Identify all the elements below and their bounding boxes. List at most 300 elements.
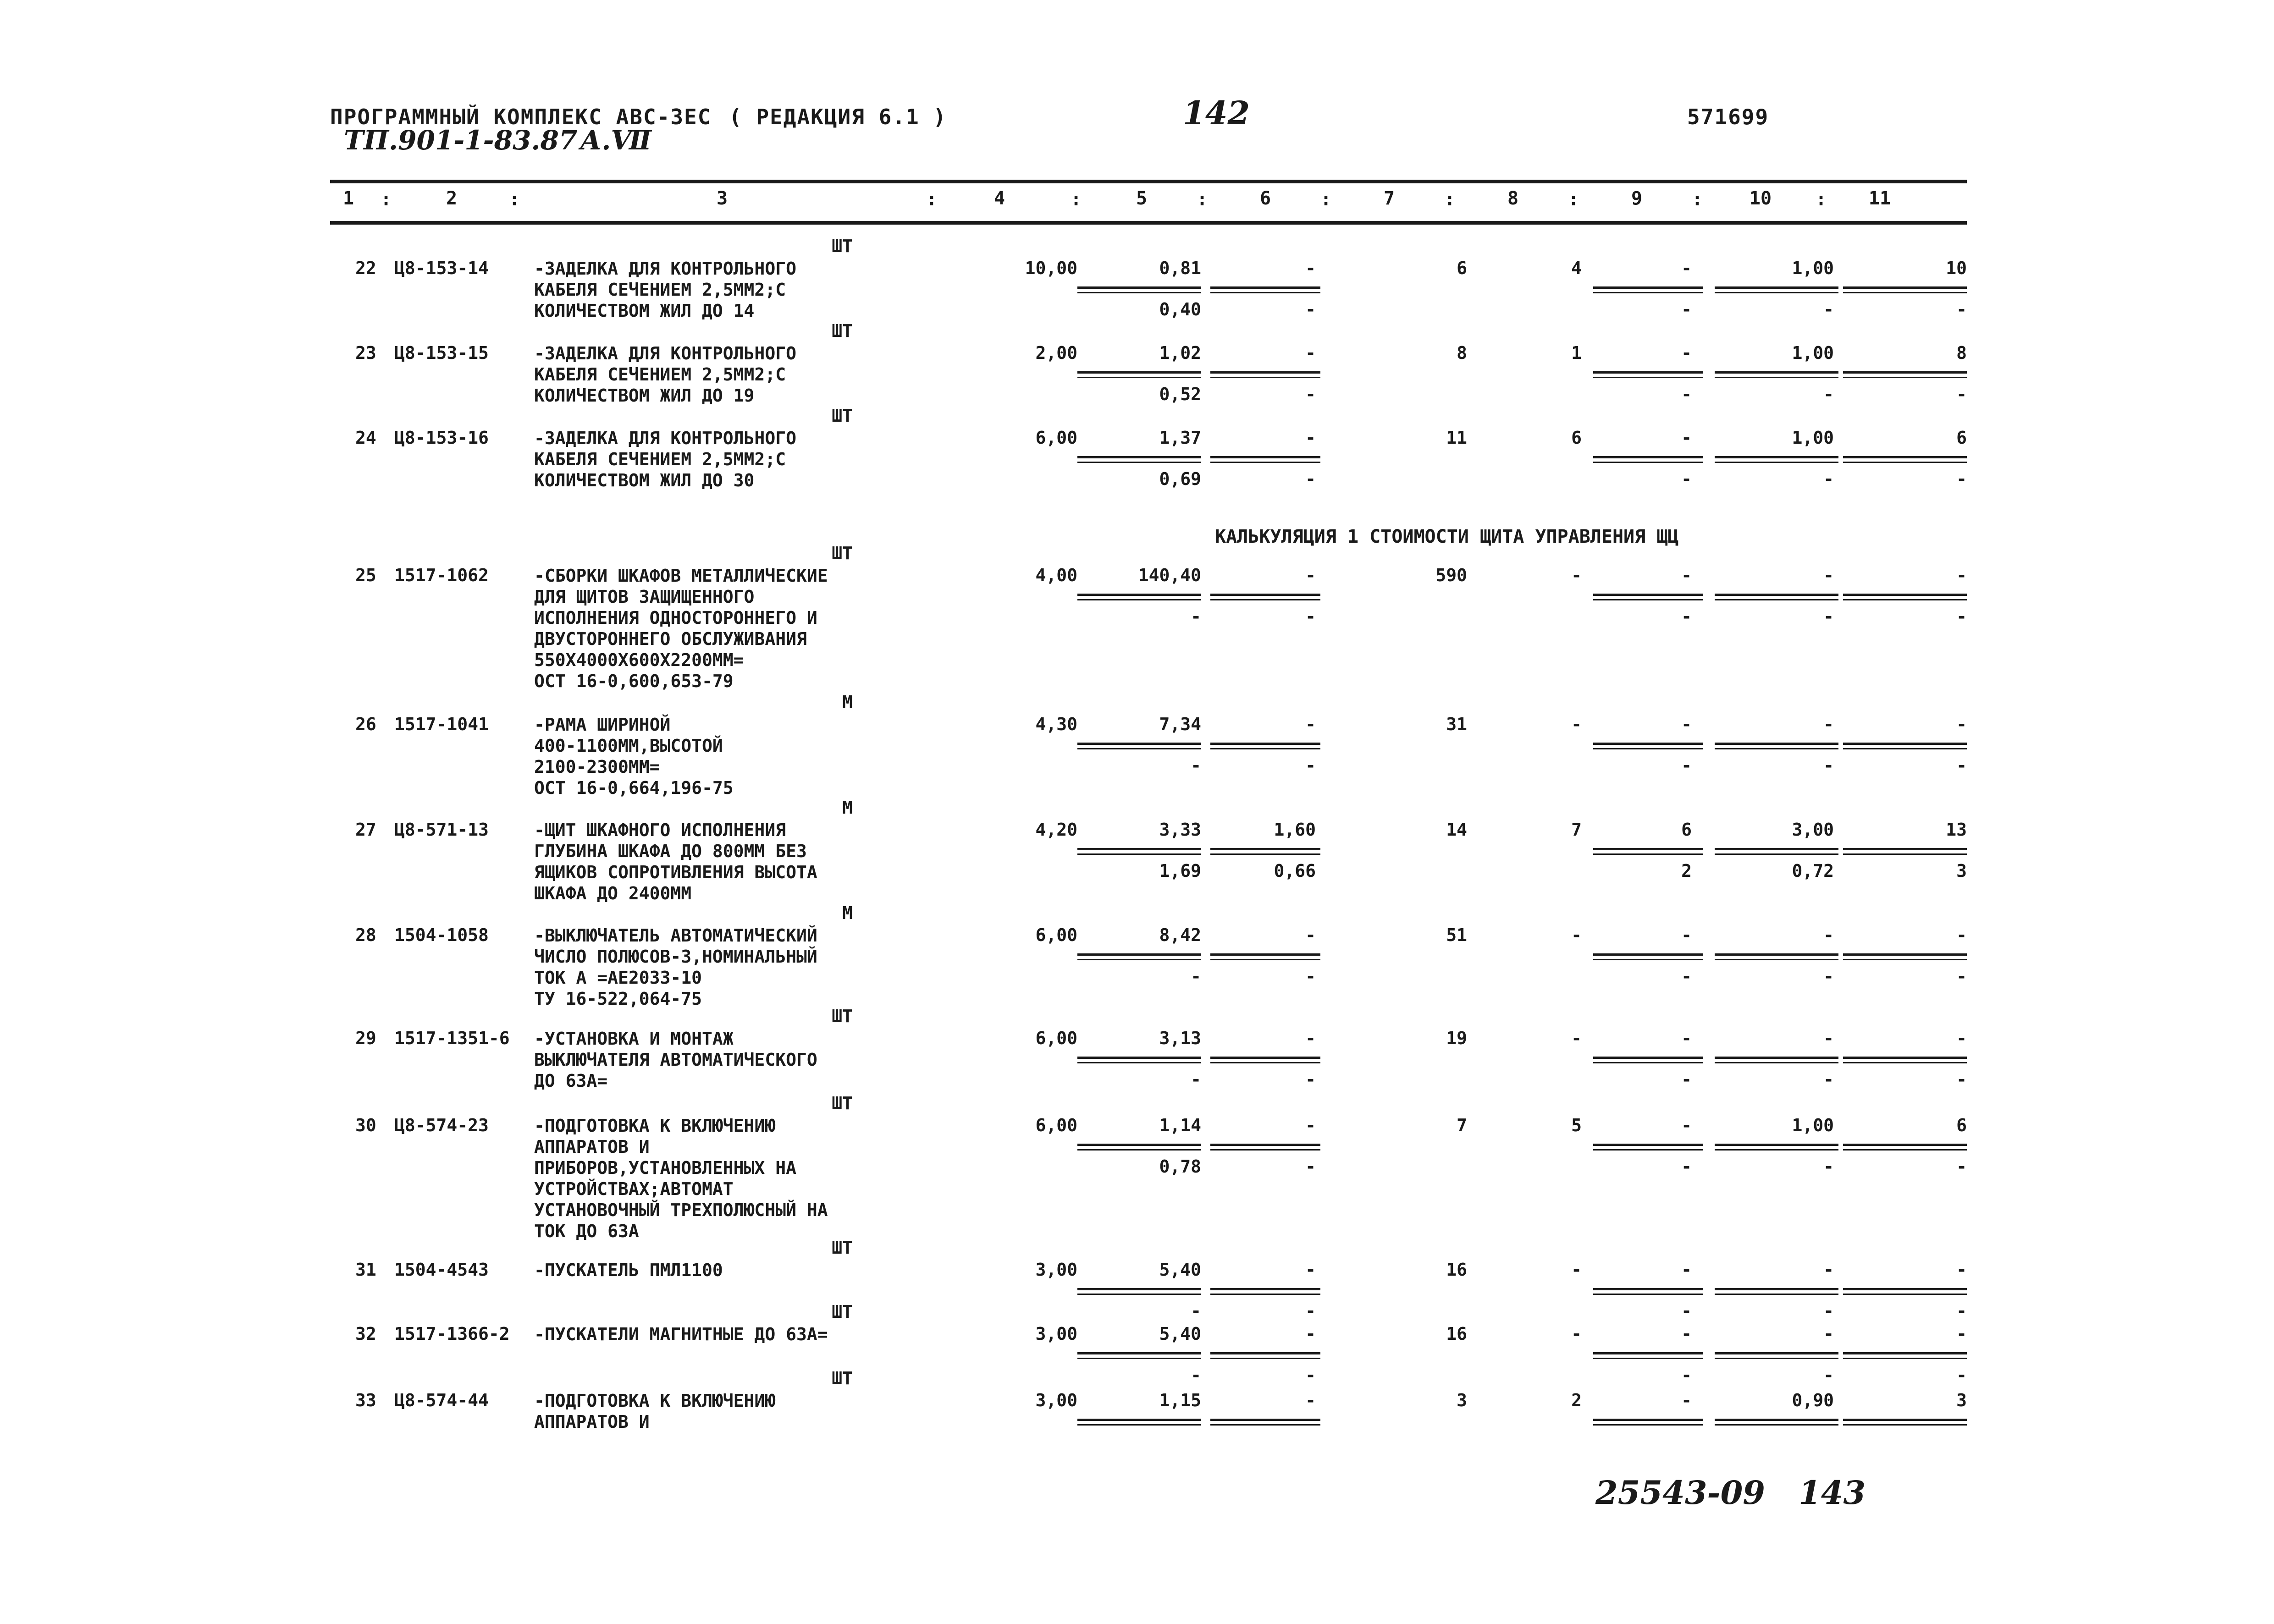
cell-col5: 5,40 [1159, 1324, 1201, 1344]
document-code: 571699 [1687, 105, 1769, 129]
work-description: -ПУСКАТЕЛИ МАГНИТНЫЕ ДО 63А= [534, 1324, 828, 1344]
cell-col7: 8 [1457, 343, 1467, 363]
cell-col11: 10 [1946, 258, 1967, 278]
cell-col9-lower: - [1681, 1156, 1692, 1177]
value-divider [1593, 1358, 1703, 1359]
value-divider [1715, 748, 1838, 749]
cell-col6-lower: - [1305, 1365, 1316, 1385]
column-separator: : [381, 189, 392, 210]
cell-col7: 11 [1446, 428, 1467, 448]
cell-col11-lower: - [1956, 384, 1967, 404]
cell-col10: 3,00 [1792, 820, 1834, 840]
value-divider [1715, 1352, 1838, 1354]
value-divider [1593, 371, 1703, 374]
value-divider [1843, 953, 1967, 956]
rate-code: Ц8-153-14 [394, 258, 489, 278]
value-divider [1593, 1294, 1703, 1295]
value-divider [1077, 1419, 1201, 1421]
value-divider [1593, 1352, 1703, 1354]
value-divider [1077, 594, 1201, 596]
value-divider [1210, 1352, 1320, 1354]
cell-col6: - [1305, 1115, 1316, 1135]
value-divider [1843, 286, 1967, 289]
unit-label: ШТ [832, 1238, 853, 1258]
value-divider [1210, 748, 1320, 749]
cell-col10: - [1823, 1324, 1834, 1344]
column-separator: : [1692, 189, 1703, 210]
cell-col9-lower: 2 [1681, 861, 1692, 881]
work-description: -РАМА ШИРИНОЙ 400-1100ММ,ВЫСОТОЙ 2100-2300ММ= ОСТ 16-0,664,196-75 [534, 715, 734, 798]
cell-col6-lower: - [1305, 755, 1316, 776]
value-divider [1593, 1149, 1703, 1151]
rate-code: 1504-4543 [394, 1260, 489, 1280]
rate-code: 1517-1366-2 [394, 1324, 510, 1344]
page-number: 142 [1183, 94, 1250, 132]
cell-col7: 3 [1457, 1390, 1467, 1410]
rate-code: Ц8-574-44 [394, 1390, 489, 1410]
value-divider [1593, 456, 1703, 458]
cell-col5: 3,33 [1159, 820, 1201, 840]
cell-col6: - [1305, 565, 1316, 585]
cell-col5-lower: - [1191, 755, 1201, 776]
column-separator: : [1320, 189, 1332, 210]
cell-col10: - [1823, 565, 1834, 585]
cell-col5-lower: - [1191, 1301, 1201, 1321]
column-header: 5 [1136, 188, 1148, 209]
value-divider [1210, 1062, 1320, 1063]
value-divider [1593, 853, 1703, 855]
value-divider [1077, 953, 1201, 956]
cell-col7: 16 [1446, 1324, 1467, 1344]
value-divider [1593, 1419, 1703, 1421]
cell-col6: - [1305, 1390, 1316, 1410]
quantity: 6,00 [1035, 1115, 1077, 1135]
value-divider [1077, 1352, 1201, 1354]
row-number: 28 [355, 925, 376, 945]
row-number: 26 [355, 714, 376, 734]
cell-col5-lower: 0,40 [1159, 299, 1201, 319]
footer-note: 25543-09 143 [1595, 1474, 1866, 1512]
rate-code: Ц8-153-16 [394, 428, 489, 448]
value-divider [1715, 371, 1838, 374]
unit-label: ШТ [832, 1093, 853, 1113]
cell-col6-lower: - [1305, 606, 1316, 627]
row-number: 24 [355, 428, 376, 448]
cell-col8: - [1571, 1028, 1582, 1048]
unit-label: М [842, 798, 853, 818]
value-divider [1715, 1424, 1838, 1426]
work-description: -ВЫКЛЮЧАТЕЛЬ АВТОМАТИЧЕСКИЙ ЧИСЛО ПОЛЮСОВ-3,НОМИНАЛЬНЫЙ ТОК А =АЕ2033-10 ТУ 16-522,064-75 [534, 925, 817, 1009]
value-divider [1077, 853, 1201, 855]
cell-col11-lower: - [1956, 1301, 1967, 1321]
value-divider [1843, 594, 1967, 596]
cell-col10-lower: - [1823, 469, 1834, 489]
value-divider [1715, 594, 1838, 596]
value-divider [1210, 1294, 1320, 1295]
cell-col9-lower: - [1681, 1301, 1692, 1321]
quantity: 2,00 [1035, 343, 1077, 363]
cell-col10: 1,00 [1792, 1115, 1834, 1135]
row-number: 27 [355, 820, 376, 840]
cell-col9: - [1681, 258, 1692, 278]
value-divider [1210, 462, 1320, 463]
cell-col7: 19 [1446, 1028, 1467, 1048]
cell-col10-lower: - [1823, 755, 1834, 776]
cell-col9-lower: - [1681, 966, 1692, 986]
value-divider [1843, 377, 1967, 378]
cell-col8: - [1571, 1260, 1582, 1280]
value-divider [1077, 456, 1201, 458]
cell-col11-lower: - [1956, 299, 1967, 319]
value-divider [1715, 1294, 1838, 1295]
cell-col10-lower: - [1823, 384, 1834, 404]
column-header: 10 [1749, 188, 1772, 209]
value-divider [1210, 1358, 1320, 1359]
cell-col10-lower: - [1823, 1365, 1834, 1385]
cell-col11-lower: 3 [1956, 861, 1967, 881]
cell-col7: 51 [1446, 925, 1467, 945]
value-divider [1593, 462, 1703, 463]
value-divider [1843, 462, 1967, 463]
value-divider [1593, 292, 1703, 293]
rate-code: Ц8-571-13 [394, 820, 489, 840]
rate-code: Ц8-574-23 [394, 1115, 489, 1135]
column-header: 1 [342, 188, 354, 209]
cell-col8: - [1571, 1324, 1582, 1344]
value-divider [1593, 743, 1703, 745]
cell-col6: - [1305, 343, 1316, 363]
value-divider [1210, 292, 1320, 293]
value-divider [1593, 1144, 1703, 1146]
cell-col5-lower: - [1191, 966, 1201, 986]
cell-col6-lower: - [1305, 1156, 1316, 1177]
value-divider [1210, 743, 1320, 745]
cell-col10-lower: - [1823, 606, 1834, 627]
value-divider [1210, 286, 1320, 289]
value-divider [1077, 1062, 1201, 1063]
value-divider [1843, 1057, 1967, 1059]
value-divider [1715, 953, 1838, 956]
cell-col7: 31 [1446, 714, 1467, 734]
cell-col11: 6 [1956, 1115, 1967, 1135]
value-divider [1077, 1294, 1201, 1295]
rate-code: 1517-1041 [394, 714, 489, 734]
rate-code: 1517-1351-6 [394, 1028, 510, 1048]
cell-col6-lower: - [1305, 384, 1316, 404]
value-divider [1593, 1062, 1703, 1063]
unit-label: ШТ [832, 1302, 853, 1322]
cell-col11: - [1956, 1028, 1967, 1048]
value-divider [1210, 371, 1320, 374]
cell-col7: 16 [1446, 1260, 1467, 1280]
quantity: 6,00 [1035, 1028, 1077, 1048]
value-divider [1843, 599, 1967, 600]
value-divider [1843, 1419, 1967, 1421]
cell-col6: - [1305, 925, 1316, 945]
cell-col9-lower: - [1681, 755, 1692, 776]
work-description: -ЗАДЕЛКА ДЛЯ КОНТРОЛЬНОГО КАБЕЛЯ СЕЧЕНИЕМ 2,5ММ2;С КОЛИЧЕСТВОМ ЖИЛ ДО 19 [534, 343, 796, 406]
cell-col11-lower: - [1956, 755, 1967, 776]
cell-col9: - [1681, 1390, 1692, 1410]
quantity: 6,00 [1035, 428, 1077, 448]
value-divider [1715, 1144, 1838, 1146]
value-divider [1843, 959, 1967, 960]
column-separator: : [1197, 189, 1208, 210]
column-header: 7 [1383, 188, 1395, 209]
value-divider [1593, 286, 1703, 289]
value-divider [1843, 1144, 1967, 1146]
cell-col9: - [1681, 1260, 1692, 1280]
column-header: 11 [1868, 188, 1891, 209]
quantity: 4,00 [1035, 565, 1077, 585]
value-divider [1210, 953, 1320, 956]
value-divider [1593, 1288, 1703, 1290]
column-header: 9 [1631, 188, 1643, 209]
cell-col10-lower: - [1823, 1069, 1834, 1090]
value-divider [1715, 1288, 1838, 1290]
cell-col5: 7,34 [1159, 714, 1201, 734]
row-number: 32 [355, 1324, 376, 1344]
cell-col5-lower: 0,78 [1159, 1156, 1201, 1177]
cell-col6-lower: - [1305, 1069, 1316, 1090]
value-divider [1077, 462, 1201, 463]
value-divider [1210, 1419, 1320, 1421]
cell-col5: 1,37 [1159, 428, 1201, 448]
column-separator: : [926, 189, 938, 210]
row-number: 22 [355, 258, 376, 278]
cell-col8: 6 [1571, 428, 1582, 448]
cell-col8: 7 [1571, 820, 1582, 840]
value-divider [1077, 959, 1201, 960]
value-divider [1715, 377, 1838, 378]
cell-col11: 3 [1956, 1390, 1967, 1410]
value-divider [1715, 286, 1838, 289]
value-divider [1210, 599, 1320, 600]
edition-label: ( РЕДАКЦИЯ 6.1 ) [729, 105, 947, 129]
cell-col6-lower: - [1305, 1301, 1316, 1321]
column-separator: : [1816, 189, 1827, 210]
value-divider [1843, 1352, 1967, 1354]
album-number: А.Ⅶ [580, 125, 651, 156]
value-divider [1715, 848, 1838, 850]
cell-col9-lower: - [1681, 299, 1692, 319]
cell-col11-lower: - [1956, 1156, 1967, 1177]
value-divider [1077, 286, 1201, 289]
cell-col10: - [1823, 714, 1834, 734]
cell-col6: 1,60 [1274, 820, 1316, 840]
value-divider [1210, 848, 1320, 850]
quantity: 3,00 [1035, 1260, 1077, 1280]
cell-col10: 1,00 [1792, 258, 1834, 278]
top-rule [330, 180, 1967, 183]
value-divider [1593, 599, 1703, 600]
cell-col10-lower: - [1823, 1301, 1834, 1321]
work-description: -ЗАДЕЛКА ДЛЯ КОНТРОЛЬНОГО КАБЕЛЯ СЕЧЕНИЕМ 2,5ММ2;С КОЛИЧЕСТВОМ ЖИЛ ДО 14 [534, 259, 796, 321]
cell-col8: - [1571, 714, 1582, 734]
unit-label: ШТ [832, 1368, 853, 1388]
cell-col9-lower: - [1681, 384, 1692, 404]
cell-col7: 14 [1446, 820, 1467, 840]
quantity: 4,30 [1035, 714, 1077, 734]
value-divider [1077, 1358, 1201, 1359]
quantity: 10,00 [1025, 258, 1077, 278]
cell-col5: 1,14 [1159, 1115, 1201, 1135]
cell-col6: - [1305, 428, 1316, 448]
value-divider [1715, 1419, 1838, 1421]
cell-col5: 8,42 [1159, 925, 1201, 945]
cell-col9: - [1681, 1324, 1692, 1344]
cell-col10-lower: - [1823, 966, 1834, 986]
value-divider [1715, 1057, 1838, 1059]
value-divider [1715, 462, 1838, 463]
cell-col9: - [1681, 714, 1692, 734]
value-divider [1843, 292, 1967, 293]
cell-col11-lower: - [1956, 966, 1967, 986]
value-divider [1077, 848, 1201, 850]
unit-label: ШТ [832, 406, 853, 426]
cell-col9: - [1681, 428, 1692, 448]
value-divider [1715, 1358, 1838, 1359]
value-divider [1077, 1144, 1201, 1146]
value-divider [1593, 1057, 1703, 1059]
value-divider [1843, 1288, 1967, 1290]
value-divider [1210, 1057, 1320, 1059]
column-header: 4 [993, 188, 1005, 209]
value-divider [1715, 1062, 1838, 1063]
value-divider [1593, 848, 1703, 850]
value-divider [1843, 853, 1967, 855]
cell-col11-lower: - [1956, 1365, 1967, 1385]
cell-col5: 1,02 [1159, 343, 1201, 363]
column-separator: : [1568, 189, 1579, 210]
value-divider [1715, 853, 1838, 855]
value-divider [1843, 456, 1967, 458]
cell-col7: 7 [1457, 1115, 1467, 1135]
cell-col5-lower: 0,69 [1159, 469, 1201, 489]
cell-col5: 5,40 [1159, 1260, 1201, 1280]
project-number: ТП.901-1-83.87 [344, 125, 578, 156]
value-divider [1843, 371, 1967, 374]
cell-col11-lower: - [1956, 1069, 1967, 1090]
cell-col11-lower: - [1956, 469, 1967, 489]
column-header: 6 [1259, 188, 1271, 209]
cell-col10: 0,90 [1792, 1390, 1834, 1410]
row-number: 23 [355, 343, 376, 363]
value-divider [1843, 848, 1967, 850]
unit-label: М [842, 903, 853, 923]
value-divider [1593, 748, 1703, 749]
cell-col10: - [1823, 1260, 1834, 1280]
row-number: 33 [355, 1390, 376, 1410]
cell-col6-lower: - [1305, 469, 1316, 489]
cell-col8: 2 [1571, 1390, 1582, 1410]
cell-col5: 3,13 [1159, 1028, 1201, 1048]
value-divider [1715, 456, 1838, 458]
cell-col10: 1,00 [1792, 343, 1834, 363]
cell-col8: 1 [1571, 343, 1582, 363]
value-divider [1210, 1144, 1320, 1146]
value-divider [1843, 1062, 1967, 1063]
cell-col8: - [1571, 925, 1582, 945]
cell-col5-lower: 1,69 [1159, 861, 1201, 881]
value-divider [1593, 953, 1703, 956]
cell-col5-lower: 0,52 [1159, 384, 1201, 404]
column-separator: : [1444, 189, 1456, 210]
value-divider [1077, 1424, 1201, 1426]
row-number: 25 [355, 565, 376, 585]
row-number: 31 [355, 1260, 376, 1280]
unit-label: М [842, 692, 853, 712]
cell-col5-lower: - [1191, 1365, 1201, 1385]
value-divider [1077, 1288, 1201, 1290]
rate-code: Ц8-153-15 [394, 343, 489, 363]
value-divider [1077, 748, 1201, 749]
header-bottom-rule [330, 221, 1967, 225]
cell-col6: - [1305, 714, 1316, 734]
cell-col5: 1,15 [1159, 1390, 1201, 1410]
value-divider [1210, 377, 1320, 378]
cell-col11: - [1956, 1324, 1967, 1344]
value-divider [1210, 959, 1320, 960]
cell-col9: - [1681, 565, 1692, 585]
column-header: 2 [446, 188, 458, 209]
value-divider [1715, 959, 1838, 960]
cell-col10-lower: - [1823, 299, 1834, 319]
rate-code: 1517-1062 [394, 565, 489, 585]
cell-col10: 1,00 [1792, 428, 1834, 448]
cell-col9: - [1681, 925, 1692, 945]
cell-col6: - [1305, 258, 1316, 278]
cell-col11-lower: - [1956, 606, 1967, 627]
cell-col6: - [1305, 1260, 1316, 1280]
work-description: -УСТАНОВКА И МОНТАЖ ВЫКЛЮЧАТЕЛЯ АВТОМАТИЧЕСКОГО ДО 63А= [534, 1029, 817, 1091]
value-divider [1843, 1424, 1967, 1426]
cell-col6-lower: - [1305, 966, 1316, 986]
value-divider [1077, 292, 1201, 293]
cell-col8: 4 [1571, 258, 1582, 278]
cell-col6: - [1305, 1028, 1316, 1048]
cell-col5: 140,40 [1138, 565, 1201, 585]
value-divider [1210, 1288, 1320, 1290]
cell-col11: - [1956, 714, 1967, 734]
cell-col9-lower: - [1681, 606, 1692, 627]
cell-col9-lower: - [1681, 1365, 1692, 1385]
value-divider [1843, 748, 1967, 749]
cell-col5: 0,81 [1159, 258, 1201, 278]
value-divider [1077, 377, 1201, 378]
cell-col5-lower: - [1191, 1069, 1201, 1090]
cell-col11: 8 [1956, 343, 1967, 363]
cell-col10: - [1823, 925, 1834, 945]
column-separator: : [509, 189, 520, 210]
value-divider [1843, 1294, 1967, 1295]
work-description: -ПУСКАТЕЛЬ ПМЛ1100 [534, 1260, 723, 1280]
unit-label: ШТ [832, 236, 853, 256]
unit-label: ШТ [832, 1006, 853, 1026]
cell-col5-lower: - [1191, 606, 1201, 627]
section-title: КАЛЬКУЛЯЦИЯ 1 СТОИМОСТИ ЩИТА УПРАВЛЕНИЯ ЩЦ [1215, 526, 1679, 547]
value-divider [1077, 1057, 1201, 1059]
value-divider [1593, 959, 1703, 960]
value-divider [1077, 599, 1201, 600]
column-separator: : [1071, 189, 1082, 210]
cell-col11: - [1956, 925, 1967, 945]
work-description: -ЗАДЕЛКА ДЛЯ КОНТРОЛЬНОГО КАБЕЛЯ СЕЧЕНИЕМ 2,5ММ2;С КОЛИЧЕСТВОМ ЖИЛ ДО 30 [534, 428, 796, 490]
cell-col11: 13 [1946, 820, 1967, 840]
cell-col10-lower: 0,72 [1792, 861, 1834, 881]
value-divider [1210, 1149, 1320, 1151]
unit-label: ШТ [832, 543, 853, 563]
